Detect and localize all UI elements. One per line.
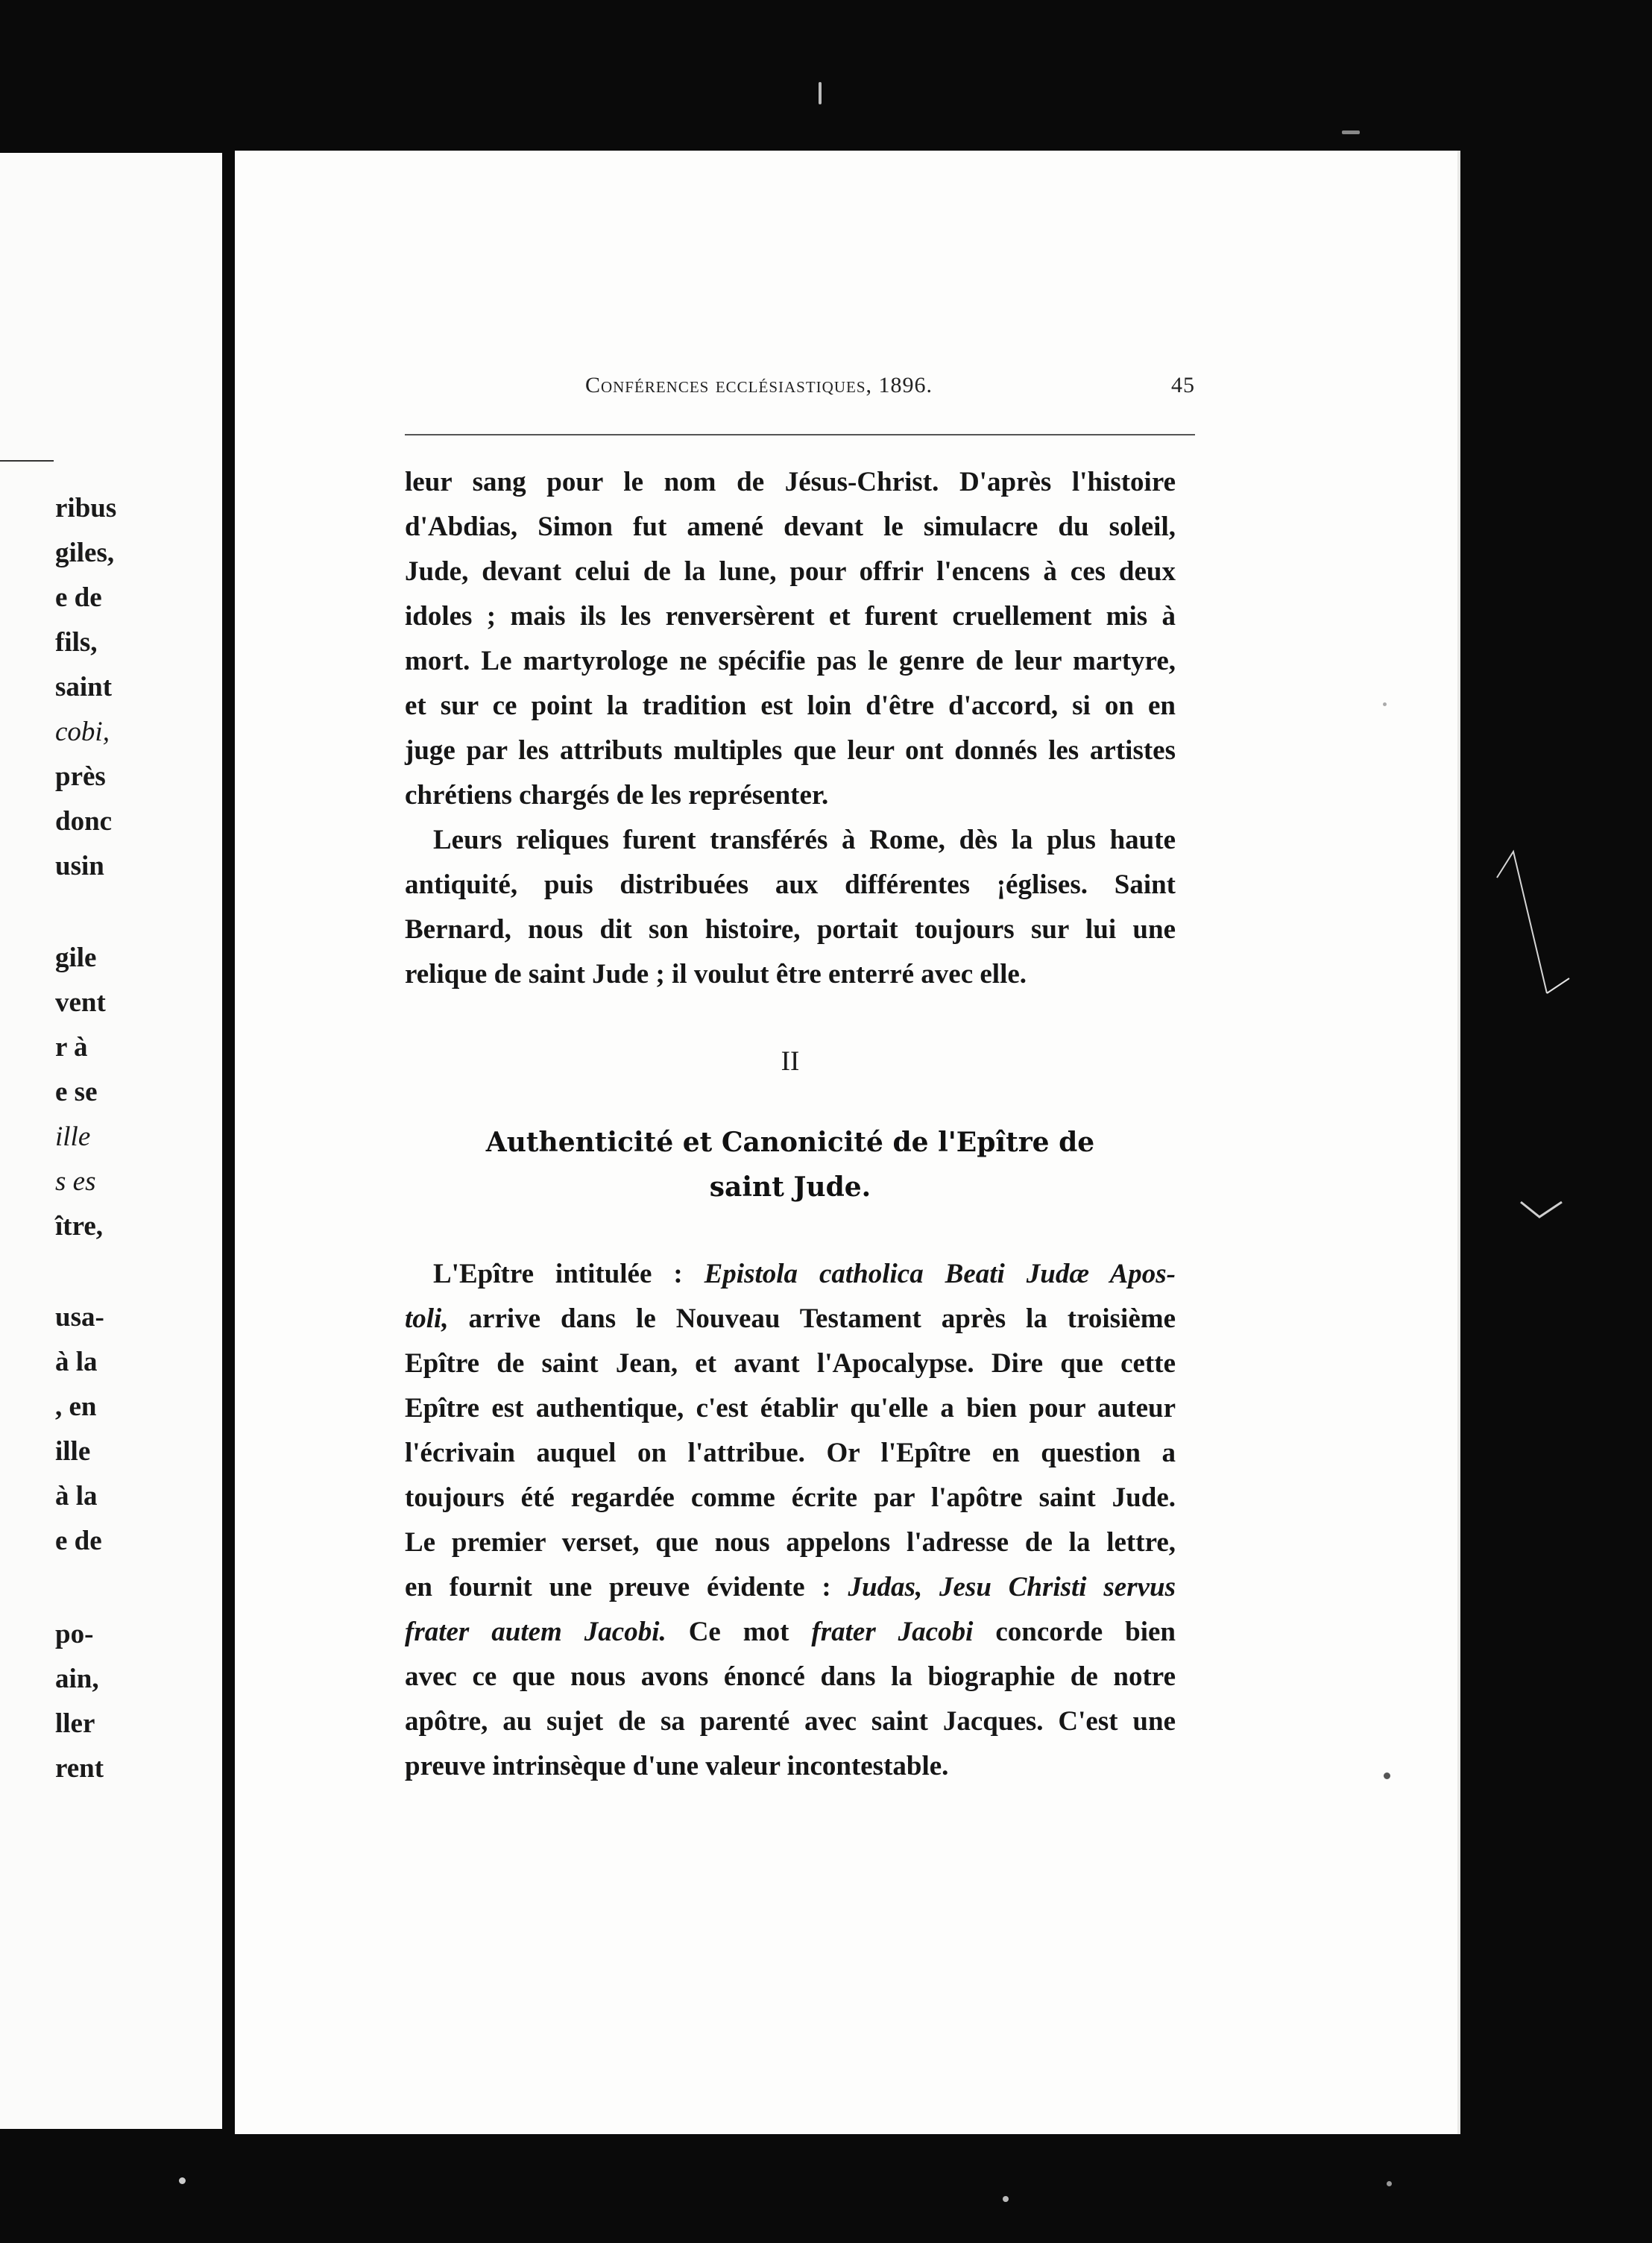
page-number: 45	[1171, 373, 1195, 397]
left-page-line: r à	[55, 1032, 88, 1063]
left-page-line: e de	[55, 582, 102, 613]
text-line: Leurs reliques furent transférés à Rome, dès la plus haute	[433, 825, 1176, 855]
margin-pencil-mark	[1495, 844, 1577, 1262]
text-line: Epître est authentique, c'est établir qu'elle a bien pour auteur	[405, 1393, 1176, 1423]
text-line: preuve intrinsèque d'une valeur incontestable.	[405, 1751, 949, 1781]
left-page-line: saint	[55, 672, 113, 702]
left-page-fragment	[0, 153, 222, 2129]
scan-speck	[179, 2177, 186, 2184]
left-page-line: , en	[55, 1391, 97, 1422]
left-page-line: cobi,	[55, 717, 110, 747]
left-page-line: s es	[55, 1166, 96, 1197]
left-page-line: vent	[55, 987, 106, 1018]
latin-quote: Judas, Jesu Christi servus	[848, 1572, 1176, 1602]
text-run: L'Epître intitulée :	[433, 1259, 704, 1289]
section-number: II	[781, 1046, 800, 1077]
text-run: arrive dans le Nouveau Testament après la troisième	[448, 1303, 1176, 1334]
section-title-line-1: Authenticité et Canonicité de l'Epître de	[485, 1127, 1095, 1158]
text-line: avec ce que nous avons énoncé dans la biographie de notre	[405, 1661, 1176, 1692]
header-rule	[405, 434, 1195, 435]
text-line: mort. Le martyrologe ne spécifie pas le genre de leur martyre,	[405, 646, 1176, 676]
latin-quote-end: frater autem Jacobi.	[405, 1617, 666, 1647]
text-line: apôtre, au sujet de sa parenté avec saint Jacques. C'est une	[405, 1706, 1176, 1737]
text-line: relique de saint Jude ; il voulut être enterré avec elle.	[405, 959, 1027, 990]
left-page-line: rent	[55, 1753, 104, 1784]
latin-term: frater Jacobi	[811, 1617, 974, 1647]
section-title	[405, 1120, 1176, 1209]
text-line: antiquité, puis distribuées aux différentes ¡églises. Saint	[405, 869, 1176, 900]
paragraph-3	[405, 1252, 1176, 1789]
left-page-line: ître,	[55, 1211, 104, 1242]
left-page-line: fils,	[55, 627, 98, 658]
left-page-line: près	[55, 761, 106, 792]
scan-speck	[1342, 130, 1360, 134]
text-line: idoles ; mais ils les renversèrent et furent cruellement mis à	[405, 601, 1176, 632]
page-speck	[1383, 702, 1387, 706]
left-page-line: e se	[55, 1077, 98, 1107]
paragraph-2	[405, 818, 1176, 997]
section-title-line-2: saint Jude.	[709, 1171, 871, 1203]
running-head-title: Conférences ecclésiastiques, 1896.	[584, 373, 933, 397]
latin-title-end: toli,	[405, 1303, 449, 1334]
left-page-rule	[0, 460, 54, 462]
left-page-line: ille	[55, 1436, 91, 1467]
paragraph-1	[405, 460, 1176, 818]
text-line: Le premier verset, que nous appelons l'adresse de la lettre,	[405, 1527, 1176, 1558]
text-line	[405, 1610, 1176, 1655]
text-line	[405, 1252, 1176, 1297]
text-line	[405, 1297, 1176, 1341]
book-page	[235, 151, 1457, 2134]
text-line: toujours été regardée comme écrite par l'apôtre saint Jude.	[405, 1482, 1176, 1513]
text-line: chrétiens chargés de les représenter.	[405, 780, 829, 811]
scan-speck	[1003, 2196, 1009, 2202]
left-page-line: ille	[55, 1122, 91, 1152]
text-run: en fournit une preuve évidente :	[405, 1572, 848, 1602]
text-line: juge par les attributs multiples que leur ont donnés les artistes	[405, 735, 1176, 766]
left-page-line: à la	[55, 1481, 98, 1511]
text-line: leur sang pour le nom de Jésus-Christ. D'après l'histoire	[405, 467, 1176, 497]
scan-speck	[819, 82, 822, 104]
text-line	[405, 1565, 1176, 1610]
left-page-line: gile	[55, 943, 97, 973]
text-run: concorde bien	[973, 1617, 1176, 1647]
left-page-line: usin	[55, 851, 104, 881]
left-page-line: e de	[55, 1526, 102, 1556]
left-page-line: ribus	[55, 493, 117, 523]
text-line: l'écrivain auquel on l'attribue. Or l'Epître en question a	[405, 1438, 1176, 1468]
left-page-line: ain,	[55, 1664, 99, 1694]
text-line: Epître de saint Jean, et avant l'Apocalypse. Dire que cette	[405, 1348, 1176, 1379]
text-line: et sur ce point la tradition est loin d'être d'accord, si on en	[405, 690, 1176, 721]
latin-title: Epistola catholica Beati Judæ Apos-	[704, 1259, 1176, 1289]
page-speck	[1384, 1772, 1390, 1779]
text-run: Ce mot	[666, 1617, 812, 1647]
scan-speck	[1387, 2181, 1392, 2186]
left-page-line: donc	[55, 806, 113, 837]
left-page-line: à la	[55, 1347, 98, 1377]
left-page-line: po-	[55, 1619, 94, 1649]
left-page-line: usa-	[55, 1302, 104, 1333]
text-line: d'Abdias, Simon fut amené devant le simulacre du soleil,	[405, 512, 1176, 542]
text-line: Bernard, nous dit son histoire, portait toujours sur lui une	[405, 914, 1176, 945]
left-page-line: ller	[55, 1708, 95, 1739]
left-page-line: giles,	[55, 538, 115, 568]
running-head	[405, 373, 1195, 410]
text-line: Jude, devant celui de la lune, pour offrir l'encens à ces deux	[405, 556, 1176, 587]
